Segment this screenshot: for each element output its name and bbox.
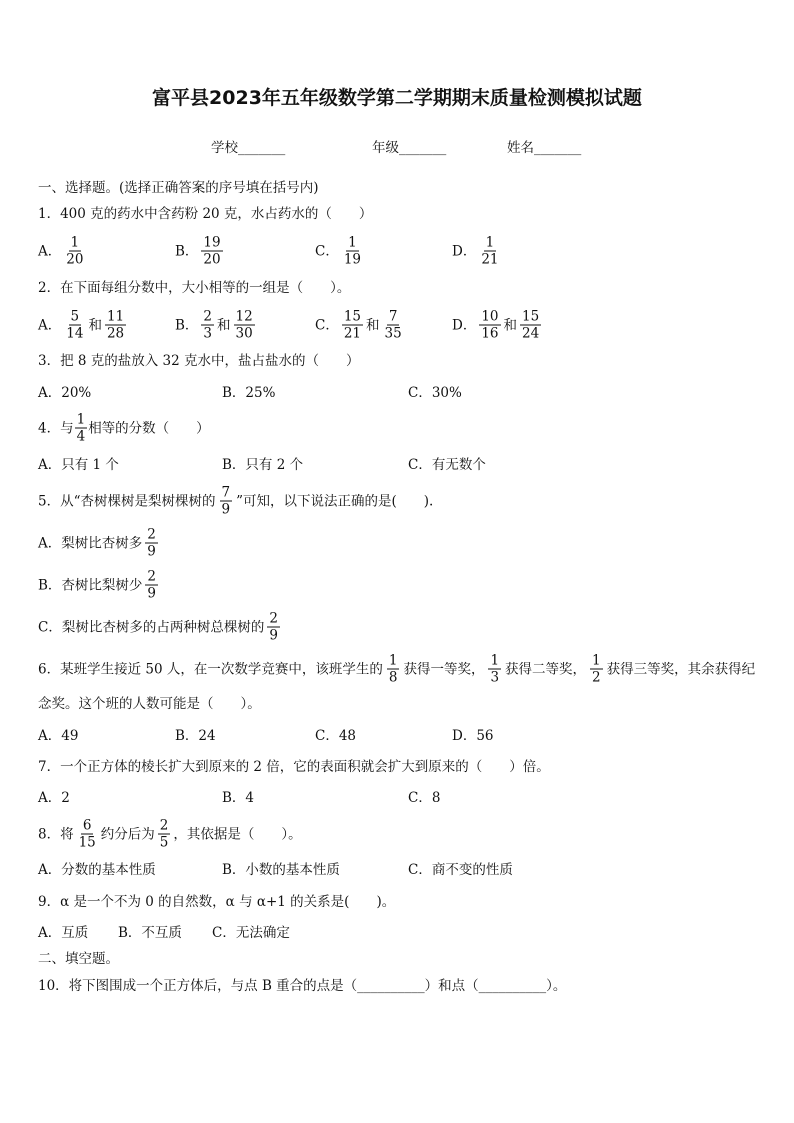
denominator: 16 — [481, 325, 499, 342]
denominator: 35 — [384, 325, 402, 342]
question-5-stem — [38, 486, 433, 517]
question-5-option-a — [38, 528, 161, 559]
fraction — [64, 236, 85, 267]
numerator: 1 — [388, 652, 398, 669]
denominator: 3 — [203, 325, 213, 342]
section-2-heading: 二、填空题。 — [38, 951, 119, 967]
numerator: 5 — [70, 308, 80, 325]
fraction — [145, 570, 158, 601]
question-7-option-a: A．2 — [38, 790, 70, 806]
exam-title: 富平县2023年五年级数学第二学期期末质量检测模拟试题 — [152, 87, 642, 109]
question-10-stem: 10．将下图围成一个正方体后，与点 B 重合的点是（__________）和点（__________）。 — [38, 978, 567, 994]
question-3-option-a: A．20% — [38, 385, 92, 401]
fraction — [145, 528, 158, 559]
fraction — [201, 236, 222, 267]
option-text: B．杏树比梨树少 — [38, 577, 143, 593]
stem-text: ”可知，以下说法正确的是( ). — [236, 493, 434, 509]
question-2-stem: 2．在下面每组分数中，大小相等的一组是（ ）。 — [38, 280, 351, 296]
fraction — [387, 654, 400, 685]
question-5-option-b — [38, 570, 161, 601]
question-2-option-a — [38, 310, 129, 341]
grade-field: 年级_______ — [372, 140, 447, 156]
joiner: 和 — [366, 317, 380, 333]
numerator: 15 — [343, 308, 362, 325]
numerator: 1 — [70, 234, 80, 251]
denominator: 3 — [490, 669, 500, 686]
question-3-option-c: C．30% — [408, 385, 462, 401]
numerator: 2 — [269, 610, 278, 627]
question-8-stem — [38, 819, 302, 850]
joiner: 和 — [503, 317, 518, 333]
stem-text: 获得三等奖，其余获得纪 — [606, 661, 756, 677]
denominator: 30 — [235, 325, 253, 342]
denominator: 20 — [66, 251, 84, 268]
question-3-stem: 3．把 8 克的盐放入 32 克水中，盐占盐水的（ ） — [38, 353, 360, 369]
numerator: 7 — [388, 308, 398, 325]
denominator: 9 — [269, 627, 278, 644]
numerator: 2 — [203, 308, 213, 325]
question-5-option-c — [38, 612, 283, 643]
fraction — [75, 413, 88, 444]
question-4-option-a: A．只有 1 个 — [38, 457, 119, 473]
fraction — [488, 654, 501, 685]
fraction — [201, 310, 214, 341]
fraction — [234, 310, 255, 341]
numerator: 2 — [147, 526, 156, 543]
stem-text: 8．将 — [38, 826, 74, 842]
fraction — [158, 819, 171, 850]
stem-text: 获得二等奖， — [505, 661, 587, 677]
question-8-option-a: A．分数的基本性质 — [38, 862, 156, 878]
question-6-option-a: A．49 — [38, 728, 79, 744]
fraction — [479, 310, 500, 341]
fraction — [342, 236, 363, 267]
question-6-stem-line-1 — [38, 654, 755, 685]
fraction — [220, 486, 233, 517]
stem-text: 获得一等奖， — [403, 661, 485, 677]
denominator: 2 — [592, 669, 601, 686]
question-3-option-b: B．25% — [222, 385, 276, 401]
numerator: 2 — [159, 817, 169, 834]
numerator: 1 — [490, 652, 500, 669]
numerator: 11 — [106, 308, 125, 325]
question-9-stem: 9．α 是一个不为 0 的自然数，α 与 α+1 的关系是( )。 — [38, 894, 396, 910]
question-2-option-c — [315, 310, 407, 341]
denominator: 28 — [106, 325, 125, 342]
denominator: 19 — [343, 251, 362, 268]
fraction — [383, 310, 404, 341]
fraction — [590, 654, 603, 685]
option-label: A． — [38, 243, 62, 259]
denominator: 9 — [147, 543, 156, 560]
fraction — [267, 612, 280, 643]
numerator: 19 — [203, 234, 221, 251]
fraction — [479, 236, 500, 267]
fraction — [64, 310, 85, 341]
option-label: B． — [175, 317, 199, 333]
stem-text: 5．从“杏树棵树是梨树棵树的 — [38, 493, 216, 509]
numerator: 1 — [76, 411, 86, 428]
question-7-option-b: B．4 — [222, 790, 255, 806]
question-4-option-b: B．只有 2 个 — [222, 457, 304, 473]
numerator: 7 — [221, 484, 231, 501]
numerator: 1 — [592, 652, 601, 669]
denominator: 9 — [147, 585, 157, 602]
denominator: 9 — [221, 501, 231, 518]
question-6-stem-line-2: 念奖。这个班的人数可能是（ ）。 — [38, 696, 261, 712]
numerator: 6 — [82, 817, 92, 834]
option-label: D． — [452, 317, 477, 333]
question-6-option-c: C．48 — [315, 728, 357, 744]
stem-text: 4．与 — [38, 420, 74, 436]
section-1-heading: 一、选择题。(选择正确答案的序号填在括号内) — [38, 180, 319, 196]
numerator: 10 — [481, 308, 499, 325]
option-text: A．梨树比杏树多 — [38, 535, 143, 551]
stem-text: ，其依据是（ ）。 — [173, 826, 302, 842]
question-1-stem: 1．400 克的药水中含药粉 20 克，水占药水的（ ） — [38, 206, 373, 222]
stem-text: 相等的分数（ ） — [88, 420, 210, 436]
question-8-option-c: C．商不变的性质 — [408, 862, 513, 878]
fraction — [105, 310, 126, 341]
denominator: 8 — [388, 669, 398, 686]
question-8-option-b: B．小数的基本性质 — [222, 862, 340, 878]
option-label: A． — [38, 317, 62, 333]
numerator: 15 — [522, 308, 540, 325]
question-7-option-c: C．8 — [408, 790, 441, 806]
option-label: C． — [315, 243, 339, 259]
question-9-option-c: C．无法确定 — [212, 925, 290, 941]
question-7-stem: 7．一个正方体的棱长扩大到原来的 2 倍，它的表面积就会扩大到原来的（ ）倍。 — [38, 759, 550, 775]
denominator: 4 — [76, 428, 86, 445]
fraction — [342, 310, 363, 341]
fraction — [520, 310, 541, 341]
numerator: 1 — [348, 234, 357, 251]
joiner: 和 — [88, 317, 102, 333]
joiner: 和 — [217, 317, 231, 333]
question-4-option-c: C．有无数个 — [408, 457, 486, 473]
fraction — [77, 819, 98, 850]
question-9-option-b: B．不互质 — [118, 925, 182, 941]
question-9-option-a: A．互质 — [38, 925, 89, 941]
numerator: 2 — [147, 568, 157, 585]
question-1-option-a — [38, 236, 88, 267]
option-text: C．梨树比杏树多的占两种树总棵树的 — [38, 619, 265, 635]
name-field: 姓名_______ — [507, 140, 582, 156]
denominator: 15 — [78, 834, 96, 851]
numerator: 12 — [235, 308, 253, 325]
option-label: B． — [175, 243, 199, 259]
question-2-option-b — [175, 310, 258, 341]
stem-text: 6．某班学生接近 50 人，在一次数学竞赛中，该班学生的 — [38, 661, 383, 677]
question-1-option-b — [175, 236, 226, 267]
question-6-option-d: D．56 — [452, 728, 494, 744]
denominator: 21 — [343, 325, 362, 342]
denominator: 20 — [203, 251, 221, 268]
question-6-option-b: B．24 — [175, 728, 216, 744]
option-label: D． — [452, 243, 477, 259]
denominator: 5 — [159, 834, 169, 851]
numerator: 1 — [485, 234, 495, 251]
question-1-option-c — [315, 236, 366, 267]
school-field: 学校_______ — [211, 140, 286, 156]
stem-text: 约分后为 — [100, 826, 155, 842]
denominator: 21 — [481, 251, 499, 268]
question-4-stem — [38, 413, 210, 444]
denominator: 24 — [522, 325, 540, 342]
denominator: 14 — [66, 325, 84, 342]
question-2-option-d — [452, 310, 544, 341]
option-label: C． — [315, 317, 339, 333]
question-1-option-d — [452, 236, 504, 267]
